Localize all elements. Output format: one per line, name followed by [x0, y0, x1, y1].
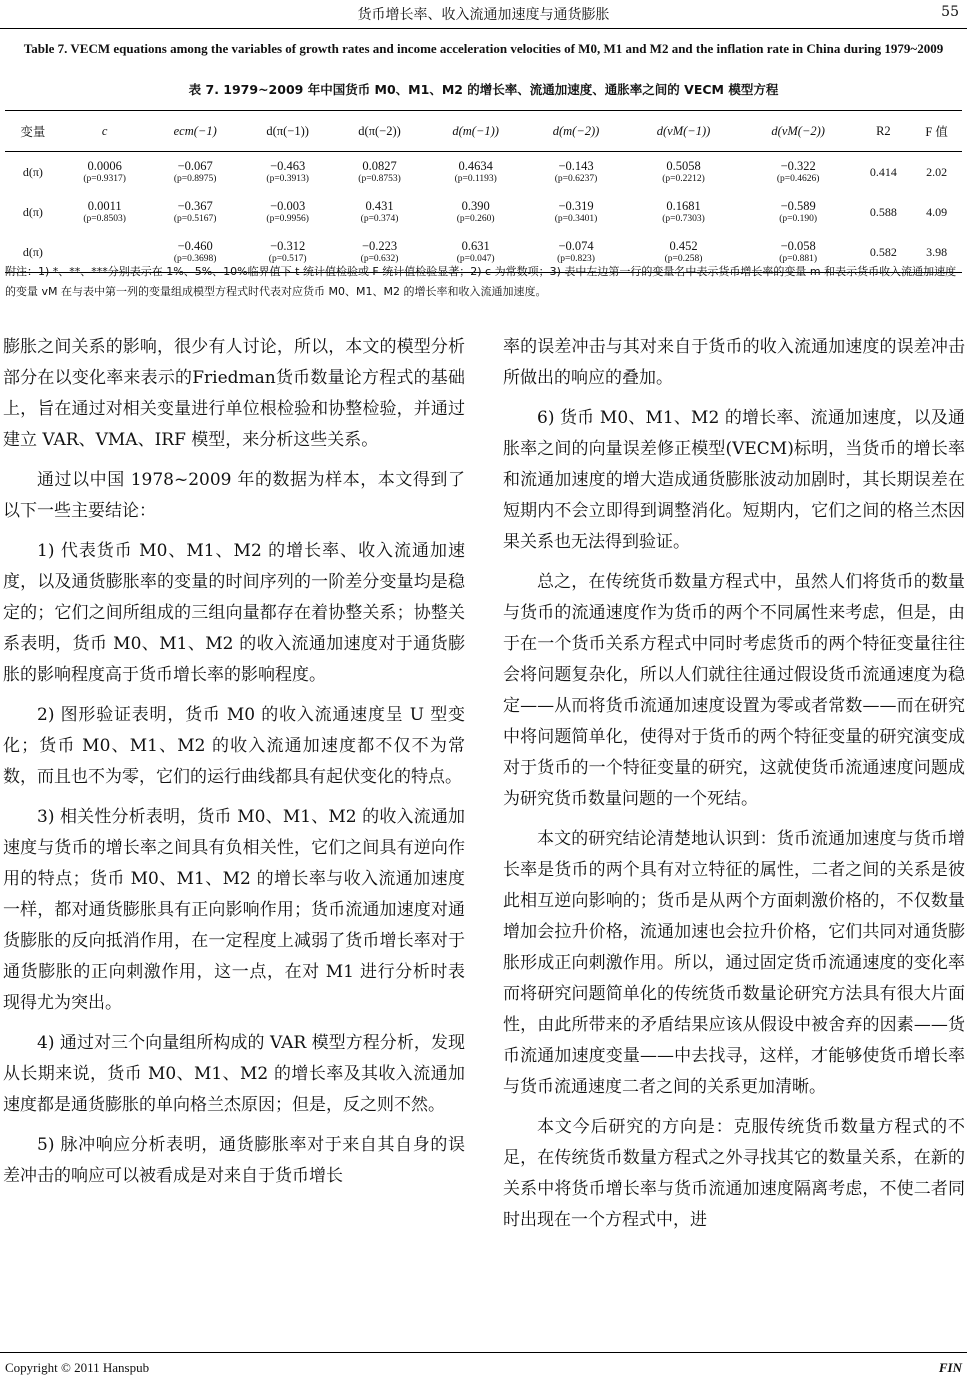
body-paragraph: 3) 相关性分析表明，货币 M0、M1、M2 的收入流通加速度与货币的增长率之间具有负相关性，它们之间具有逆向作用的特点；货币 M0、M1、M2 的增长率与收入流通加速度一样，都对通货膨胀具有正向影响作用；货币流通加速度对通货膨胀的反向抵消作用，在一定程度上减弱了货币增长率对于通货膨胀的正向刺激作用，这一点，在对 M1 进行分析时表现得尤为突出。: [3, 807, 465, 1013]
coefficient-cell: [61, 152, 149, 193]
coefficient-value: 0.0011: [87, 199, 122, 213]
coefficient-value: −0.463: [270, 159, 306, 173]
coefficient-value: 0.5058: [666, 159, 701, 173]
p-value: (p=0.823): [557, 254, 595, 264]
p-value: (p=0.632): [360, 254, 399, 264]
p-value: (p=0.047): [456, 254, 495, 264]
text-column-right: [503, 332, 965, 1245]
row-variable: d(π): [22, 204, 43, 219]
header-cell: d(π(−2)): [334, 111, 426, 152]
coefficient-value: 0.0006: [87, 159, 122, 173]
body-paragraph: 通过以中国 1978~2009 年的数据为样本，本文得到了以下一些主要结论：: [3, 470, 465, 521]
coefficient-cell: [426, 192, 526, 232]
coefficient-cell: [426, 152, 526, 193]
coefficient-value: 0.431: [365, 199, 394, 213]
coefficient-cell: [334, 192, 426, 232]
coefficient-value: −0.312: [270, 239, 306, 253]
coefficient-value: −0.223: [361, 239, 398, 253]
p-value: (p=0.3698): [173, 254, 217, 264]
p-value: (p=0.8753): [358, 174, 401, 184]
page-footer: [5, 1360, 962, 1380]
p-value: (p=0.8975): [173, 174, 217, 184]
p-value: (p=0.190): [779, 214, 818, 224]
header-cell: d(vM(−1)): [626, 111, 741, 152]
coefficient-cell: [741, 152, 856, 193]
p-value: (p=0.374): [360, 214, 399, 224]
footer-rule: [0, 1352, 967, 1353]
coefficient-value: −0.074: [558, 239, 594, 253]
journal-abbrev: FIN: [938, 1360, 962, 1375]
coefficient-value: −0.067: [177, 159, 213, 173]
table-body: [5, 152, 962, 273]
p-value: (p=0.9317): [83, 174, 126, 184]
body-paragraph: 本文今后研究的方向是：克服传统货币数量方程式的不足，在传统货币数量方程式之外寻找其它的数量关系，在新的关系中将货币增长率与货币流通加速度隔离考虑，不使二者同时出现在一个方程式中，进: [503, 1117, 965, 1230]
header-cell: d(vM(−2)): [741, 111, 856, 152]
p-value: (p=0.3913): [266, 174, 309, 184]
p-value: (p=0.4626): [776, 174, 820, 184]
coefficient-cell: [242, 152, 334, 193]
body-paragraph: 率的误差冲击与其对来自于货币的收入流通加速度的误差冲击所做出的响应的叠加。: [503, 337, 965, 388]
p-value: (p=0.2212): [662, 174, 705, 184]
body-paragraph: 本文的研究结论清楚地认识到：货币流通加速度与货币增长率是货币的两个具有对立特征的属性，二者之间的关系是彼此相互逆向影响的；货币是从两个方面刺激价格的，不仅数量增加会拉升价格，流通加速也会拉升价格，它们共同对通货膨胀形成正向刺激作用。所以，通过固定货币流通速度的变化率而将研究问题简单化的传统货币数量论研究方法具有很大片面性，由此所带来的矛盾结果应该从假设中被舍弃的因素——货币流通加速度变量——中去找寻，这样，才能够使货币增长率与货币流通速度二者之间的关系更加清晰。: [503, 829, 965, 1097]
running-title: 货币增长率、收入流通加速度与通货膨胀: [357, 7, 610, 23]
f-value-cell: 3.98: [926, 244, 948, 259]
p-value: (p=0.9956): [266, 214, 309, 224]
coefficient-cell: [334, 152, 426, 193]
body-paragraph: 2) 图形验证表明，货币 M0 的收入流通速度呈 U 型变化；货币 M0、M1、M2 的收入流通加速度都不仅不为常数，而且也不为零，它们的运行曲线都具有起伏变化的特点。: [3, 705, 465, 787]
header-cell: F 值: [911, 111, 962, 152]
f-value-cell: 2.02: [926, 164, 948, 179]
body-paragraph: 1) 代表货币 M0、M1、M2 的增长率、收入流通加速度，以及通货膨胀率的变量的时间序列的一阶差分变量均是稳定的；它们之间所组成的三组向量都存在着协整关系；协整关系表明，货币 M0、M1、M2 的收入流通加速度对于通货膨胀的影响程度高于货币增长率的影响程度。: [3, 541, 465, 685]
coefficient-cell: [626, 152, 741, 193]
coefficient-value: −0.589: [780, 199, 816, 213]
r-squared-cell: 0.582: [869, 244, 897, 259]
copyright-text: Copyright © 2011 Hanspub: [5, 1360, 150, 1375]
row-variable: d(π): [22, 244, 43, 259]
p-value: (p=0.5167): [173, 214, 217, 224]
body-paragraph: 6) 货币 M0、M1、M2 的增长率、流通加速度，以及通胀率之间的向量误差修正模型(VECM)标明，当货币的增长率和流通加速度的增大造成通货膨胀波动加剧时，其长期误差在短期内不会立即得到调整消化。短期内，它们之间的格兰杰因果关系也无法得到验证。: [503, 408, 965, 552]
header-cell: 变量: [5, 111, 61, 152]
table-header-row: [5, 111, 962, 152]
text-column-left: [3, 332, 465, 1201]
header-cell: ecm(−1): [149, 111, 242, 152]
f-value-cell: 4.09: [926, 204, 948, 219]
coefficient-value: −0.058: [780, 239, 816, 253]
coefficient-value: −0.003: [270, 199, 306, 213]
p-value: (p=0.7303): [662, 214, 705, 224]
table-caption-chinese: 表 7. 1979~2009 年中国货币 M0、M1、M2 的增长率、流通加速度、通胀率之间的 VECM 模型方程: [188, 82, 779, 97]
header-cell: d(m(−2)): [526, 111, 626, 152]
p-value: (p=0.3401): [554, 214, 598, 224]
body-paragraph: 总之，在传统货币数量方程式中，虽然人们将货币的数量与货币的流通速度作为货币的两个不同属性来考虑，但是，由于在一个货币关系方程式中同时考虑货币的两个特征变量往往会将问题复杂化，所以人们就往往通过假设货币流通速度为稳定——从而将货币流通加速度设置为零或者常数——而在研究中将问题简单化，使得对于货币的两个特征变量的研究演变成对于货币的一个特征变量的研究，这就使货币流通速度问题成为研究货币数量问题的一个死结。: [503, 572, 965, 809]
p-value: (p=0.260): [456, 214, 495, 224]
coefficient-cell: [242, 192, 334, 232]
running-header: [0, 4, 967, 26]
p-value: (p=0.258): [664, 254, 703, 264]
table-row: [5, 152, 962, 193]
page-number: 55: [941, 4, 959, 20]
coefficient-cell: [741, 192, 856, 232]
row-variable: d(π): [22, 164, 43, 179]
p-value: (p=0.6237): [554, 174, 598, 184]
vecm-table: [5, 110, 962, 273]
coefficient-value: 0.0827: [362, 159, 397, 173]
coefficient-cell: [626, 192, 741, 232]
r-squared-cell: 0.414: [869, 164, 897, 179]
body-paragraph: 4) 通过对三个向量组所构成的 VAR 模型方程分析，发现从长期来说，货币 M0、M1、M2 的增长率及其收入流通加速度都是通货膨胀的单向格兰杰原因；但是，反之则不然。: [3, 1033, 465, 1115]
coefficient-value: 0.390: [461, 199, 490, 213]
table-caption-english: Table 7. VECM equations among the variables of growth rates and income acceleration velocities of M0, M1 and M2 and the inflation rate in China during 1979~2009: [23, 41, 944, 56]
coefficient-value: −0.143: [558, 159, 594, 173]
coefficient-cell: [526, 192, 626, 232]
p-value: (p=0.1193): [454, 174, 497, 184]
p-value: (p=0.881): [779, 254, 818, 264]
header-cell: d(m(−1)): [426, 111, 526, 152]
body-paragraph: 膨胀之间关系的影响，很少有人讨论，所以，本文的模型分析部分在以变化率来表示的Friedman货币数量论方程式的基础上，旨在通过对相关变量进行单位根检验和协整检验，并通过建立 VAR、VMA、IRF 模型，来分析这些关系。: [3, 337, 465, 450]
p-value: (p=0.8503): [83, 214, 126, 224]
header-cell: R2: [856, 111, 912, 152]
table-note: 附注：1) *、**、***分别表示在 1%、5%、10%临界值下 t 统计值检验或 F 统计值检验显著；2) c 为常数项；3) 表中左边第一行的变量名中表示货币增长率的变量 m 和表示货币收入流通加速度的变量 vM 在与表中第一列的变量组成模型方程式时代表对应货币 M0、M1、M2 的增长率和收入流通加速度。: [5, 265, 957, 298]
coefficient-value: 0.4634: [458, 159, 493, 173]
coefficient-value: −0.460: [177, 239, 213, 253]
coefficient-cell: [61, 192, 149, 232]
header-cell: d(π(−1)): [242, 111, 334, 152]
coefficient-value: −0.319: [558, 199, 594, 213]
header-cell: c: [61, 111, 149, 152]
coefficient-cell: [526, 152, 626, 193]
coefficient-value: 0.1681: [666, 199, 701, 213]
body-paragraph: 5) 脉冲响应分析表明，通货膨胀率对于来自其自身的误差冲击的响应可以被看成是对来自于货币增长: [3, 1135, 465, 1186]
header-rule: [0, 28, 967, 29]
coefficient-cell: [149, 192, 242, 232]
coefficient-value: 0.452: [669, 239, 698, 253]
coefficient-cell: [149, 152, 242, 193]
coefficient-value: 0.631: [461, 239, 490, 253]
table-row: [5, 192, 962, 232]
p-value: (p=0.517): [268, 254, 307, 264]
coefficient-value: −0.322: [780, 159, 816, 173]
coefficient-value: −0.367: [177, 199, 213, 213]
r-squared-cell: 0.588: [869, 204, 897, 219]
